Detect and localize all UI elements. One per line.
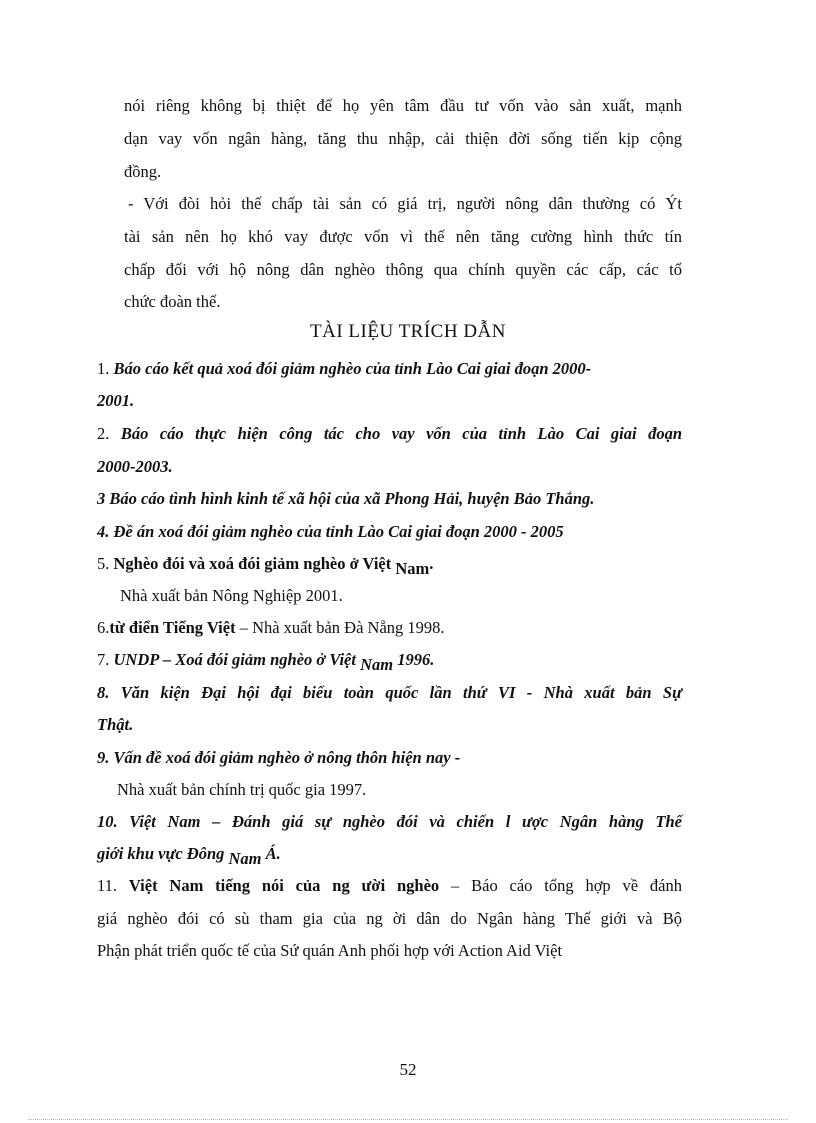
reference-item: [97, 876, 682, 896]
reference-description: – Báo cáo tổng hợp về đánh: [439, 876, 683, 895]
reference-item: [97, 650, 435, 674]
reference-item: [97, 424, 682, 444]
reference-title-sub: Nam: [228, 849, 262, 868]
reference-title-sub: Nam: [360, 655, 394, 674]
reference-number: 2.: [97, 424, 121, 443]
reference-number: 7.: [97, 650, 114, 669]
paragraph-line: tài sản nên họ khó vay được vốn vì thế nên tăng cường hình thức tín: [124, 227, 682, 246]
reference-number: 11.: [97, 876, 129, 895]
reference-description: giá nghèo đói có sù tham gia của ng ời dân do Ngân hàng Thế giới và Bộ: [97, 909, 682, 928]
reference-number: 1.: [97, 359, 114, 378]
reference-title-end: 1996.: [393, 650, 435, 669]
paragraph-line: - Với đòi hỏi thế chấp tài sản có giá trị, người nông dân thường có Ýt: [128, 194, 682, 213]
reference-title-continued: 2001.: [97, 391, 135, 410]
reference-publisher: Nhà xuất bản Nông Nghiệp 2001.: [120, 586, 343, 605]
reference-title: Báo cáo kết quả xoá đói giảm nghèo của tỉnh Lào Cai giai đoạn 2000-: [113, 359, 592, 378]
paragraph-line: dạn vay vốn ngân hàng, tăng thu nhập, cải thiện đời sống tiến kịp cộng: [124, 129, 682, 148]
reference-title-end: .: [429, 554, 434, 573]
reference-title: Báo cáo thực hiện công tác cho vay vốn của tỉnh Lào Cai giai đoạn: [120, 424, 682, 443]
reference-title-continued: Thật.: [97, 715, 134, 734]
page-number: 52: [399, 1060, 417, 1079]
reference-item: [97, 554, 434, 578]
reference-item: 9. Vấn đề xoá đói giảm nghèo ở nông thôn hiện nay -: [97, 748, 461, 767]
paragraph-line: nói riêng không bị thiệt để họ yên tâm đầu tư vốn vào sản xuất, mạnh: [124, 96, 682, 115]
reference-item: 8. Văn kiện Đại hội đại biểu toàn quốc lần thứ VI - Nhà xuất bản Sự: [97, 683, 682, 702]
reference-title: Việt Nam tiếng nói của ng ười nghèo: [128, 876, 440, 895]
reference-title-continued: 2000-2003.: [97, 457, 173, 476]
reference-item: [97, 489, 594, 509]
references-heading: TÀI LIỆU TRÍCH DẪN: [310, 321, 506, 342]
reference-publisher: – Nhà xuất bản Đà Nẵng 1998.: [235, 618, 445, 637]
reference-title: UNDP – Xoá đói giảm nghèo ở Việt: [113, 650, 361, 669]
reference-number: 3: [97, 489, 110, 508]
reference-item: 10. Việt Nam – Đánh giá sự nghèo đói và chiến l ược Ngân hàng Thế: [97, 812, 682, 831]
reference-number: 6.: [97, 618, 110, 637]
reference-title: Nghèo đói và xoá đói giảm nghèo ở Việt: [113, 554, 396, 573]
reference-item: [97, 359, 682, 379]
page-bottom-divider: [28, 1119, 788, 1120]
reference-title-part: giới khu vực Đông: [97, 844, 229, 863]
reference-title-sub: Nam: [395, 559, 430, 578]
reference-description: Phận phát triển quốc tế của Sứ quán Anh phối hợp với Action Aid Việt: [97, 941, 563, 960]
paragraph-line: chức đoàn thể.: [124, 292, 221, 311]
reference-number: 5.: [97, 554, 114, 573]
paragraph-line: chấp đối với hộ nông dân nghèo thông qua chính quyền các cấp, các tổ: [124, 260, 682, 279]
reference-title-end: Á.: [261, 844, 281, 863]
reference-publisher: Nhà xuất bản chính trị quốc gia 1997.: [117, 780, 367, 799]
paragraph-line: đồng.: [124, 162, 162, 181]
reference-title: Báo cáo tình hình kinh tế xã hội của xã Phong Hải, huyện Bảo Thắng.: [109, 489, 595, 508]
reference-title: từ điển Tiếng Việt: [109, 618, 236, 637]
reference-item: 4. Đề án xoá đói giảm nghèo của tỉnh Lào Cai giai đoạn 2000 - 2005: [97, 522, 564, 541]
reference-item: [97, 618, 445, 638]
reference-title-continued: [97, 844, 281, 868]
